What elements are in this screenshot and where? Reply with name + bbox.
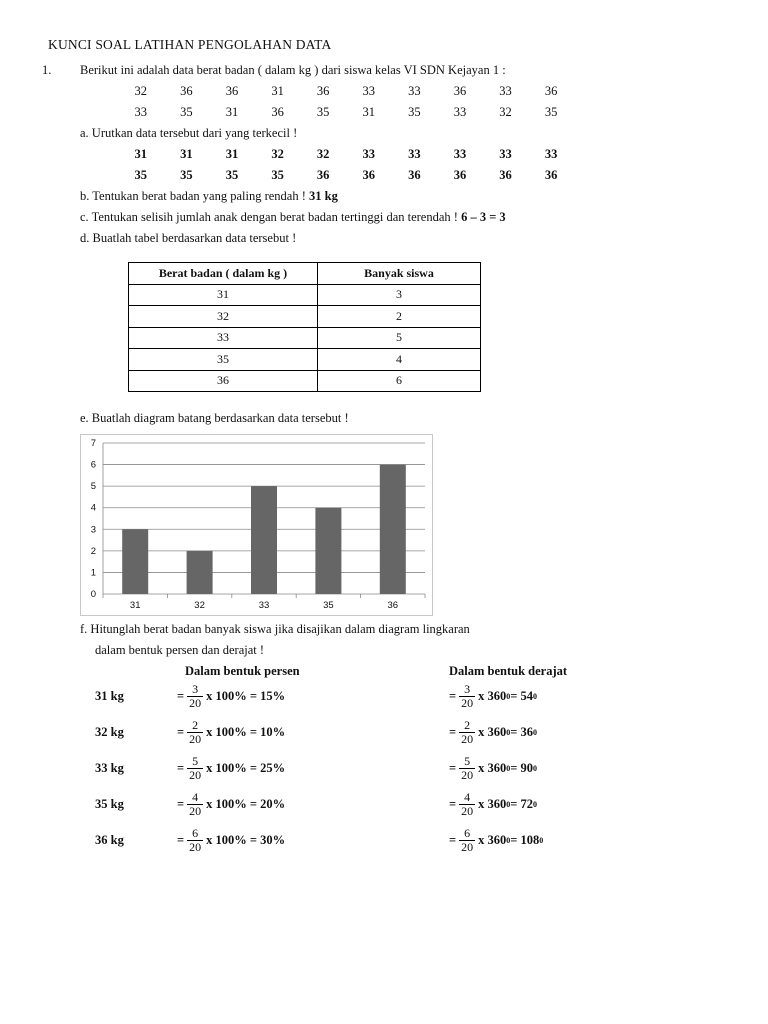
table-header-row [129, 263, 481, 285]
table-row [129, 349, 481, 371]
part-c [80, 210, 506, 225]
percent-result: x 100% = 25% [206, 761, 286, 775]
table-cell: 32 [129, 306, 318, 328]
part-b [80, 189, 338, 204]
question-number: 1. [42, 63, 52, 77]
numerator: 3 [192, 682, 199, 696]
table-row [129, 284, 481, 306]
x-tick-label: 32 [194, 600, 205, 611]
degree-multiplier: x 360 [478, 797, 507, 811]
numerator: 2 [192, 718, 199, 732]
fraction [459, 755, 475, 782]
sorted-value: 35 [134, 168, 148, 182]
sorted-value: 36 [544, 168, 558, 182]
table-row [129, 370, 481, 392]
sorted-value: 36 [499, 168, 512, 182]
data-value: 35 [408, 105, 421, 119]
fraction [187, 791, 203, 818]
data-value: 32 [134, 84, 148, 98]
sorted-value: 31 [180, 147, 193, 161]
sorted-value: 33 [362, 147, 376, 161]
sorted-value: 36 [316, 168, 330, 182]
data-value: 31 [225, 105, 239, 119]
x-tick-label: 33 [258, 600, 270, 611]
y-tick-label: 0 [90, 589, 96, 600]
weight-table [128, 262, 481, 392]
degree-result: = 90 [510, 761, 533, 775]
data-value: 32 [499, 105, 512, 119]
percent-column-heading: Dalam bentuk persen [185, 664, 300, 678]
denominator: 20 [189, 732, 202, 746]
table-cell: 3 [318, 284, 481, 306]
degree-sign: 0 [506, 764, 511, 773]
fraction [459, 719, 475, 746]
y-tick-label: 6 [90, 459, 96, 471]
data-value: 36 [453, 84, 467, 98]
table-cell: 36 [129, 370, 318, 392]
denominator: 20 [189, 696, 202, 710]
degree-calc: = $\frac{6}{20}$ x 360 0 = 108 0 [449, 826, 544, 854]
degree-result: = 54 [510, 689, 533, 703]
fraction [187, 719, 203, 746]
calc-row [95, 791, 537, 818]
table-row [129, 306, 481, 328]
weight-label: 35 kg [95, 797, 124, 811]
calc-row [95, 683, 537, 710]
sorted-value: 33 [408, 147, 421, 161]
sorted-value: 32 [271, 147, 284, 161]
percent-calc: = $\frac{2}{20}$ x 100% = 10% [177, 718, 286, 746]
fraction [187, 827, 203, 854]
data-value: 36 [180, 84, 193, 98]
degree-multiplier: x 360 [478, 761, 507, 775]
numerator: 5 [192, 754, 199, 768]
percent-calc: = $\frac{5}{20}$ x 100% = 25% [177, 754, 286, 782]
degree-calc: = $\frac{4}{20}$ x 360 0 = 72 0 [449, 790, 537, 818]
data-value: 35 [180, 105, 193, 119]
degree-result: = 72 [510, 797, 533, 811]
sorted-value: 36 [453, 168, 467, 182]
sorted-value: 31 [134, 147, 148, 161]
denominator: 20 [461, 696, 474, 710]
percent-result: x 100% = 20% [206, 797, 286, 811]
x-tick-label: 36 [387, 600, 399, 611]
sorted-value: 35 [271, 168, 284, 182]
part-f-label-line2: dalam bentuk persen dan derajat ! [95, 643, 265, 657]
degree-sign: 0 [506, 692, 511, 701]
sorted-data-row-2 [118, 168, 574, 183]
degree-multiplier: x 360 [478, 833, 507, 847]
part-d-label: d. Buatlah tabel berdasarkan data tersebut ! [80, 231, 297, 245]
bar [315, 508, 341, 594]
degree-result: = 108 [510, 833, 540, 847]
degree-sign: 0 [506, 800, 511, 809]
data-value: 31 [271, 84, 284, 98]
denominator: 20 [189, 804, 202, 818]
calc-row [95, 719, 537, 746]
part-c-answer: 6 – 3 = 3 [461, 210, 506, 224]
numerator: 2 [464, 718, 471, 732]
table-cell: 35 [129, 349, 318, 371]
data-value: 31 [362, 105, 376, 119]
page-title: KUNCI SOAL LATIHAN PENGOLAHAN DATA [48, 37, 332, 52]
weight-label: 32 kg [95, 725, 124, 739]
part-a-label: a. Urutkan data tersebut dari yang terkecil ! [80, 126, 298, 140]
bar [380, 465, 406, 594]
y-tick-label: 2 [90, 545, 96, 557]
y-tick-label: 1 [90, 567, 96, 579]
weight-label: 33 kg [95, 761, 124, 775]
denominator: 20 [461, 840, 474, 854]
percent-calc: = $\frac{4}{20}$ x 100% = 20% [177, 790, 286, 818]
table-cell: 31 [129, 284, 318, 306]
weight-label: 31 kg [95, 689, 124, 703]
sorted-value: 33 [499, 147, 512, 161]
percent-calc: = $\frac{3}{20}$ x 100% = 15% [177, 682, 286, 710]
percent-calc: = $\frac{6}{20}$ x 100% = 30% [177, 826, 286, 854]
numerator: 6 [464, 826, 471, 840]
table-cell: 33 [129, 327, 318, 349]
weight-label: 36 kg [95, 833, 124, 847]
table-header: Berat badan ( dalam kg ) [129, 263, 318, 285]
y-tick-label: 3 [90, 524, 96, 536]
denominator: 20 [461, 804, 474, 818]
sorted-value: 31 [225, 147, 239, 161]
table-cell: 2 [318, 306, 481, 328]
numerator: 5 [464, 754, 471, 768]
y-tick-label: 4 [90, 502, 96, 514]
sorted-value: 32 [316, 147, 330, 161]
degree-sign: 0 [506, 728, 511, 737]
sorted-value: 33 [544, 147, 558, 161]
degree-multiplier: x 360 [478, 689, 507, 703]
raw-data-row-2 [118, 105, 574, 120]
degree-sign: 0 [533, 728, 537, 737]
percent-result: x 100% = 30% [206, 833, 286, 847]
sorted-value: 33 [453, 147, 467, 161]
x-tick-label: 35 [323, 600, 334, 611]
degree-sign: 0 [533, 764, 537, 773]
data-value: 33 [408, 84, 421, 98]
table-header: Banyak siswa [318, 263, 481, 285]
bar [187, 551, 213, 594]
degree-multiplier: x 360 [478, 725, 507, 739]
sorted-value: 36 [408, 168, 421, 182]
denominator: 20 [461, 768, 474, 782]
data-value: 33 [134, 105, 148, 119]
degree-sign: 0 [533, 692, 537, 701]
y-tick-label: 7 [90, 438, 96, 449]
data-value: 36 [225, 84, 239, 98]
degree-calc: = $\frac{2}{20}$ x 360 0 = 36 0 [449, 718, 537, 746]
degree-sign: 0 [539, 836, 544, 845]
percent-result: x 100% = 10% [206, 725, 286, 739]
sorted-value: 35 [225, 168, 239, 182]
calc-row [95, 827, 543, 854]
bar [122, 529, 148, 594]
sorted-value: 36 [362, 168, 376, 182]
numerator: 4 [192, 790, 199, 804]
data-value: 35 [544, 105, 558, 119]
fraction [459, 683, 475, 710]
table-cell: 4 [318, 349, 481, 371]
data-value: 36 [316, 84, 330, 98]
degree-sign: 0 [533, 800, 537, 809]
data-value: 33 [499, 84, 512, 98]
degree-result: = 36 [510, 725, 533, 739]
bar [251, 486, 277, 594]
part-c-label: c. Tentukan selisih jumlah anak dengan berat badan tertinggi dan terendah ! [80, 210, 462, 224]
raw-data-row-1 [118, 84, 574, 99]
bar-chart [80, 434, 433, 616]
degree-calc: = $\frac{3}{20}$ x 360 0 = 54 0 [449, 682, 537, 710]
part-b-label: b. Tentukan berat badan yang paling rendah ! [80, 189, 310, 203]
data-value: 33 [453, 105, 467, 119]
denominator: 20 [189, 768, 202, 782]
part-f-label-line1: f. Hitunglah berat badan banyak siswa jika disajikan dalam diagram lingkaran [80, 622, 470, 636]
fraction [459, 791, 475, 818]
data-value: 36 [271, 105, 284, 119]
percent-result: x 100% = 15% [206, 689, 286, 703]
part-e-label: e. Buatlah diagram batang berdasarkan data tersebut ! [80, 411, 349, 425]
data-value: 35 [316, 105, 330, 119]
calc-row [95, 755, 537, 782]
numerator: 6 [192, 826, 199, 840]
numerator: 3 [464, 682, 471, 696]
y-tick-label: 5 [90, 481, 96, 493]
fraction [187, 683, 203, 710]
question-text: Berikut ini adalah data berat badan ( dalam kg ) dari siswa kelas VI SDN Kejayan 1 : [80, 63, 506, 77]
denominator: 20 [461, 732, 474, 746]
bar-chart-svg [81, 435, 432, 615]
fraction [459, 827, 475, 854]
data-value: 36 [544, 84, 558, 98]
denominator: 20 [189, 840, 202, 854]
numerator: 4 [464, 790, 471, 804]
sorted-value: 35 [180, 168, 193, 182]
x-tick-label: 31 [129, 600, 141, 611]
data-value: 33 [362, 84, 376, 98]
degree-calc: = $\frac{5}{20}$ x 360 0 = 90 0 [449, 754, 537, 782]
degree-column-heading: Dalam bentuk derajat [449, 664, 568, 678]
table-cell: 6 [318, 370, 481, 392]
table-row [129, 327, 481, 349]
degree-sign: 0 [506, 836, 511, 845]
part-b-answer: 31 kg [309, 189, 338, 203]
sorted-data-row-1 [118, 147, 574, 162]
table-cell: 5 [318, 327, 481, 349]
fraction [187, 755, 203, 782]
